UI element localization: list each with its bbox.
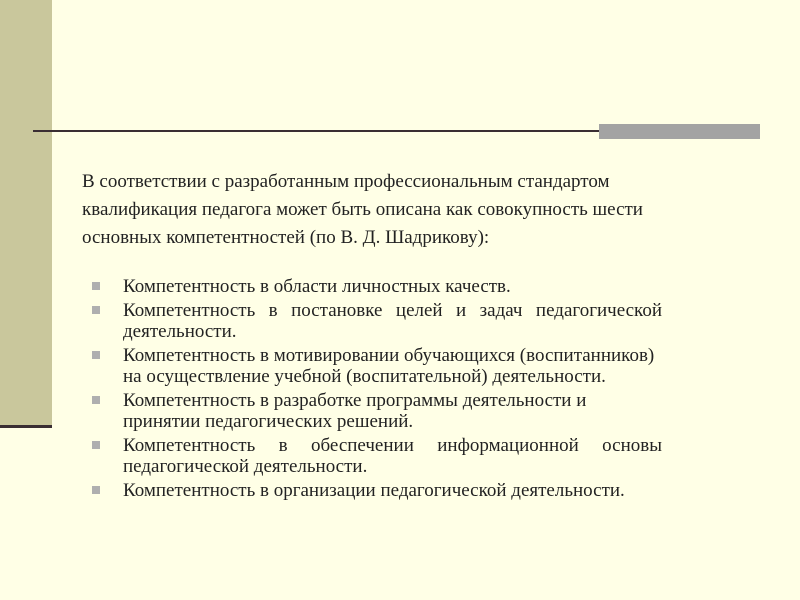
list-item-text: Компетентность в разработке программы деятельности и принятии педагогических решений. — [123, 390, 587, 432]
list-item — [92, 345, 662, 387]
list-item — [92, 480, 662, 501]
list-item — [92, 435, 662, 477]
list-item — [92, 390, 662, 432]
title-divider-line — [33, 130, 601, 132]
square-bullet-icon — [92, 396, 100, 404]
intro-paragraph: В соответствии с разработанным профессиональным стандартом квалификация педагога может быть описана как совокупность шести основных компетентностей (по В. Д. Шадрикову): — [82, 171, 643, 248]
left-accent-bar — [0, 0, 52, 425]
title-divider-block — [599, 124, 760, 139]
list-item — [92, 276, 662, 297]
list-item-text: Компетентность в постановке целей и задач педагогической деятельности. — [123, 300, 662, 342]
left-accent-rule — [0, 425, 52, 428]
square-bullet-icon — [92, 486, 100, 494]
square-bullet-icon — [92, 282, 100, 290]
list-item — [92, 300, 662, 342]
square-bullet-icon — [92, 351, 100, 359]
square-bullet-icon — [92, 306, 100, 314]
list-item-text: Компетентность в мотивировании обучающихся (воспитанников) на осуществление учебной (воспитательной) деятельности. — [123, 345, 655, 387]
competence-list — [92, 276, 662, 504]
list-item-text: Компетентность в области личностных качеств. — [123, 276, 511, 297]
list-item-text: Компетентность в организации педагогической деятельности. — [123, 480, 625, 501]
list-item-text: Компетентность в обеспечении информационной основы педагогической деятельности. — [123, 435, 662, 477]
square-bullet-icon — [92, 441, 100, 449]
